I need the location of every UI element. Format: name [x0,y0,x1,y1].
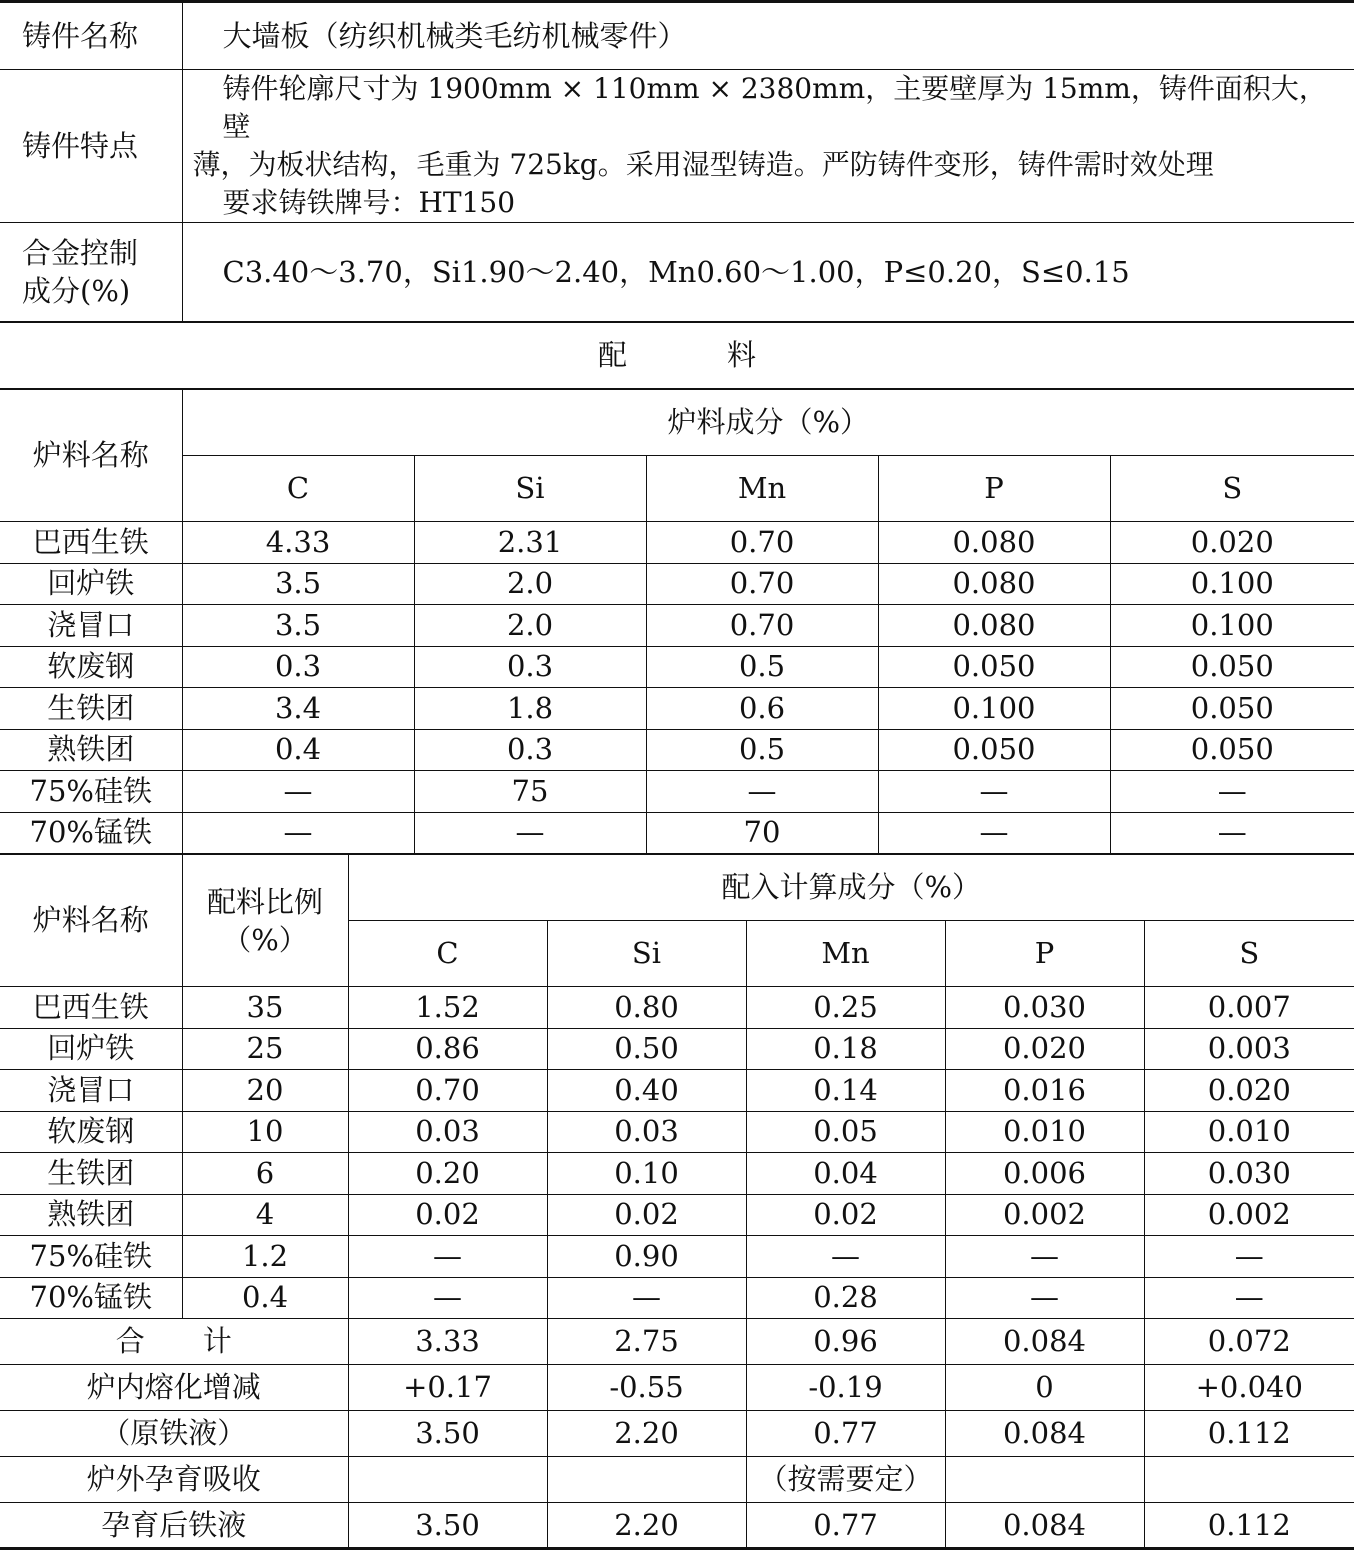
charge-cell-mn: 0.70 [646,522,878,564]
charge-cell-c: — [182,771,414,813]
alloy-control-label [0,223,182,322]
charge-row-name: 浇冒口 [0,605,182,647]
after-inoculation-c: 3.50 [348,1503,547,1549]
inoculation-p [945,1457,1144,1503]
charge-cell-c: — [182,812,414,854]
charge-col-mn: Mn [646,456,878,522]
calc-row-ratio: 4 [182,1194,348,1236]
charge-cell-p: 0.080 [878,605,1110,647]
calc-cell-si: 0.03 [547,1111,746,1153]
charge-col-si: Si [414,456,646,522]
melt-change-label: 炉内熔化增减 [0,1365,348,1411]
calc-cell-c: 0.20 [348,1153,547,1195]
charge-cell-si: 2.0 [414,605,646,647]
calc-row [0,1236,1354,1278]
feature-line-1: 铸件轮廓尺寸为 1900mm × 110mm × 2380mm，主要壁厚为 15mm，铸件面积大，壁 [222,72,1327,143]
base-iron-c: 3.50 [348,1411,547,1457]
calc-row [0,1153,1354,1195]
casting-feature-text [182,70,1354,223]
alloy-control-value: C3.40～3.70，Si1.90～2.40，Mn0.60～1.00，P≤0.20，S≤0.15 [182,223,1354,322]
calc-cell-s: — [1144,1277,1354,1319]
charge-cell-p: 0.080 [878,522,1110,564]
melt-change-mn: -0.19 [746,1365,945,1411]
calc-cell-mn: 0.25 [746,987,945,1029]
base-iron-s: 0.112 [1144,1411,1354,1457]
charge-col-p: P [878,456,1110,522]
charge-cell-c: 3.4 [182,688,414,730]
charge-cell-si: 2.0 [414,563,646,605]
melt-change-p: 0 [945,1365,1144,1411]
charge-rows [0,522,1354,854]
calc-ratio-header [182,855,348,987]
charge-group-header-row [0,390,1354,456]
calc-col-c: C [348,921,547,987]
charge-name-header: 炉料名称 [0,390,182,522]
ratio-header-line-1: 配料比例 [206,884,323,919]
calc-cell-mn: 0.02 [746,1194,945,1236]
total-row [0,1319,1354,1365]
charge-cell-si: 1.8 [414,688,646,730]
charge-cell-si: 75 [414,771,646,813]
section-title-table [0,322,1354,389]
calculated-composition-table [0,854,1354,1550]
melt-change-row [0,1365,1354,1411]
charge-row [0,646,1354,688]
charge-cell-mn: 0.5 [646,646,878,688]
calc-cell-c: 0.86 [348,1028,547,1070]
calc-cell-p: — [945,1277,1144,1319]
charge-row-name: 熟铁团 [0,729,182,771]
charge-row-name: 生铁团 [0,688,182,730]
calc-cell-p: — [945,1236,1144,1278]
calc-cell-si: 0.40 [547,1070,746,1112]
total-label: 合 计 [0,1319,348,1365]
calc-col-s: S [1144,921,1354,987]
casting-info-table [0,0,1354,322]
charge-cell-mn: 0.6 [646,688,878,730]
calc-row-ratio: 6 [182,1153,348,1195]
after-inoculation-s: 0.112 [1144,1503,1354,1549]
calc-cell-mn: — [746,1236,945,1278]
calc-row-name: 70%锰铁 [0,1277,182,1319]
charge-row [0,605,1354,647]
calc-row [0,987,1354,1029]
base-iron-label: （原铁液） [0,1411,348,1457]
calc-cell-s: 0.020 [1144,1070,1354,1112]
charge-cell-c: 0.3 [182,646,414,688]
calc-cell-si: 0.50 [547,1028,746,1070]
charge-cell-s: 0.020 [1110,522,1354,564]
calc-row [0,1194,1354,1236]
calc-cell-mn: 0.14 [746,1070,945,1112]
calc-cell-s: — [1144,1236,1354,1278]
charge-cell-si: — [414,812,646,854]
inoculation-label: 炉外孕育吸收 [0,1457,348,1503]
charge-col-c: C [182,456,414,522]
calc-row-ratio: 0.4 [182,1277,348,1319]
casting-name-value: 大墙板（纺织机械类毛纺机械零件） [182,2,1354,70]
calc-cell-c: 0.03 [348,1111,547,1153]
calc-row [0,1277,1354,1319]
calc-cell-c: — [348,1277,547,1319]
base-iron-si: 2.20 [547,1411,746,1457]
total-mn: 0.96 [746,1319,945,1365]
inoculation-note: （按需要定） [746,1457,945,1503]
after-inoculation-si: 2.20 [547,1503,746,1549]
charge-cell-mn: — [646,771,878,813]
calc-rows [0,987,1354,1319]
calc-group-header: 配入计算成分（%） [348,855,1354,921]
calc-cell-c: — [348,1236,547,1278]
charge-cell-p: 0.050 [878,646,1110,688]
calc-cell-mn: 0.18 [746,1028,945,1070]
calc-col-p: P [945,921,1144,987]
after-inoculation-p: 0.084 [945,1503,1144,1549]
charge-composition-table [0,389,1354,854]
charge-row [0,771,1354,813]
calc-cell-s: 0.007 [1144,987,1354,1029]
inoculation-row [0,1457,1354,1503]
charge-group-header: 炉料成分（%） [182,390,1354,456]
total-si: 2.75 [547,1319,746,1365]
calc-group-header-row [0,855,1354,921]
calc-cell-mn: 0.28 [746,1277,945,1319]
inoculation-c [348,1457,547,1503]
total-c: 3.33 [348,1319,547,1365]
feature-line-2: 薄，为板状结构，毛重为 725kg。采用湿型铸造。严防铸件变形，铸件需时效处理 [192,148,1214,181]
casting-name-label: 铸件名称 [0,2,182,70]
casting-name-row [0,2,1354,70]
calc-row-ratio: 25 [182,1028,348,1070]
calc-summary-rows [0,1319,1354,1549]
inoculation-si [547,1457,746,1503]
calc-cell-si: 0.02 [547,1194,746,1236]
charge-row [0,522,1354,564]
ratio-header-line-2: （%） [222,922,308,957]
charge-cell-s: 0.050 [1110,646,1354,688]
calc-row-ratio: 1.2 [182,1236,348,1278]
charge-cell-s: 0.050 [1110,729,1354,771]
charge-cell-si: 0.3 [414,729,646,771]
charge-cell-s: — [1110,771,1354,813]
casting-feature-label: 铸件特点 [0,70,182,223]
after-inoculation-label: 孕育后铁液 [0,1503,348,1549]
base-iron-mn: 0.77 [746,1411,945,1457]
alloy-label-line-2: 成分(%) [22,274,131,308]
calc-row-name: 生铁团 [0,1153,182,1195]
charge-cell-s: 0.050 [1110,688,1354,730]
after-inoculation-mn: 0.77 [746,1503,945,1549]
total-p: 0.084 [945,1319,1144,1365]
base-iron-row [0,1411,1354,1457]
calc-cell-p: 0.020 [945,1028,1144,1070]
casting-feature-row [0,70,1354,223]
calc-cell-c: 1.52 [348,987,547,1029]
calc-cell-si: 0.80 [547,987,746,1029]
charge-row [0,729,1354,771]
calc-cell-s: 0.010 [1144,1111,1354,1153]
alloy-control-row [0,223,1354,322]
charge-cell-c: 3.5 [182,605,414,647]
charge-cell-si: 0.3 [414,646,646,688]
calc-row-ratio: 35 [182,987,348,1029]
calc-cell-si: 0.90 [547,1236,746,1278]
charge-column-header-row [0,456,1354,522]
calc-row-name: 软废钢 [0,1111,182,1153]
section-title: 配料 [0,323,1354,389]
calc-row-name: 熟铁团 [0,1194,182,1236]
calc-cell-c: 0.02 [348,1194,547,1236]
calc-row [0,1028,1354,1070]
charge-row-name: 75%硅铁 [0,771,182,813]
charge-col-s: S [1110,456,1354,522]
charge-cell-p: 0.080 [878,563,1110,605]
calc-cell-si: 0.10 [547,1153,746,1195]
calc-cell-c: 0.70 [348,1070,547,1112]
calc-cell-s: 0.030 [1144,1153,1354,1195]
melt-change-c: +0.17 [348,1365,547,1411]
charge-cell-p: — [878,812,1110,854]
after-inoculation-row [0,1503,1354,1549]
calc-name-header: 炉料名称 [0,855,182,987]
calc-row-name: 回炉铁 [0,1028,182,1070]
calc-cell-p: 0.016 [945,1070,1144,1112]
calc-row-name: 浇冒口 [0,1070,182,1112]
base-iron-p: 0.084 [945,1411,1144,1457]
calc-cell-s: 0.002 [1144,1194,1354,1236]
calc-cell-si: — [547,1277,746,1319]
calc-row [0,1070,1354,1112]
melt-change-s: +0.040 [1144,1365,1354,1411]
charge-row [0,688,1354,730]
calc-cell-s: 0.003 [1144,1028,1354,1070]
charge-row-name: 巴西生铁 [0,522,182,564]
charge-row-name: 回炉铁 [0,563,182,605]
feature-line-3: 要求铸铁牌号：HT150 [222,186,516,219]
charge-cell-p: 0.050 [878,729,1110,771]
calc-row-name: 75%硅铁 [0,1236,182,1278]
calc-row-ratio: 10 [182,1111,348,1153]
calc-cell-p: 0.010 [945,1111,1144,1153]
charge-cell-p: 0.100 [878,688,1110,730]
calc-row [0,1111,1354,1153]
charge-cell-c: 3.5 [182,563,414,605]
calc-cell-p: 0.002 [945,1194,1144,1236]
melt-change-si: -0.55 [547,1365,746,1411]
charge-cell-c: 4.33 [182,522,414,564]
calc-col-mn: Mn [746,921,945,987]
charge-row-name: 软废钢 [0,646,182,688]
calc-cell-p: 0.030 [945,987,1144,1029]
charge-cell-mn: 70 [646,812,878,854]
charge-cell-s: 0.100 [1110,563,1354,605]
total-s: 0.072 [1144,1319,1354,1365]
charge-cell-s: — [1110,812,1354,854]
inoculation-s [1144,1457,1354,1503]
calc-cell-mn: 0.04 [746,1153,945,1195]
alloy-label-line-1: 合金控制 [22,236,139,270]
calc-row-name: 巴西生铁 [0,987,182,1029]
charge-row [0,563,1354,605]
calc-cell-mn: 0.05 [746,1111,945,1153]
calc-col-si: Si [547,921,746,987]
calc-row-ratio: 20 [182,1070,348,1112]
charge-cell-c: 0.4 [182,729,414,771]
calc-cell-p: 0.006 [945,1153,1144,1195]
charge-row [0,812,1354,854]
charge-cell-mn: 0.5 [646,729,878,771]
charge-cell-si: 2.31 [414,522,646,564]
charge-cell-s: 0.100 [1110,605,1354,647]
charge-row-name: 70%锰铁 [0,812,182,854]
charge-cell-mn: 0.70 [646,605,878,647]
charge-cell-mn: 0.70 [646,563,878,605]
charge-cell-p: — [878,771,1110,813]
